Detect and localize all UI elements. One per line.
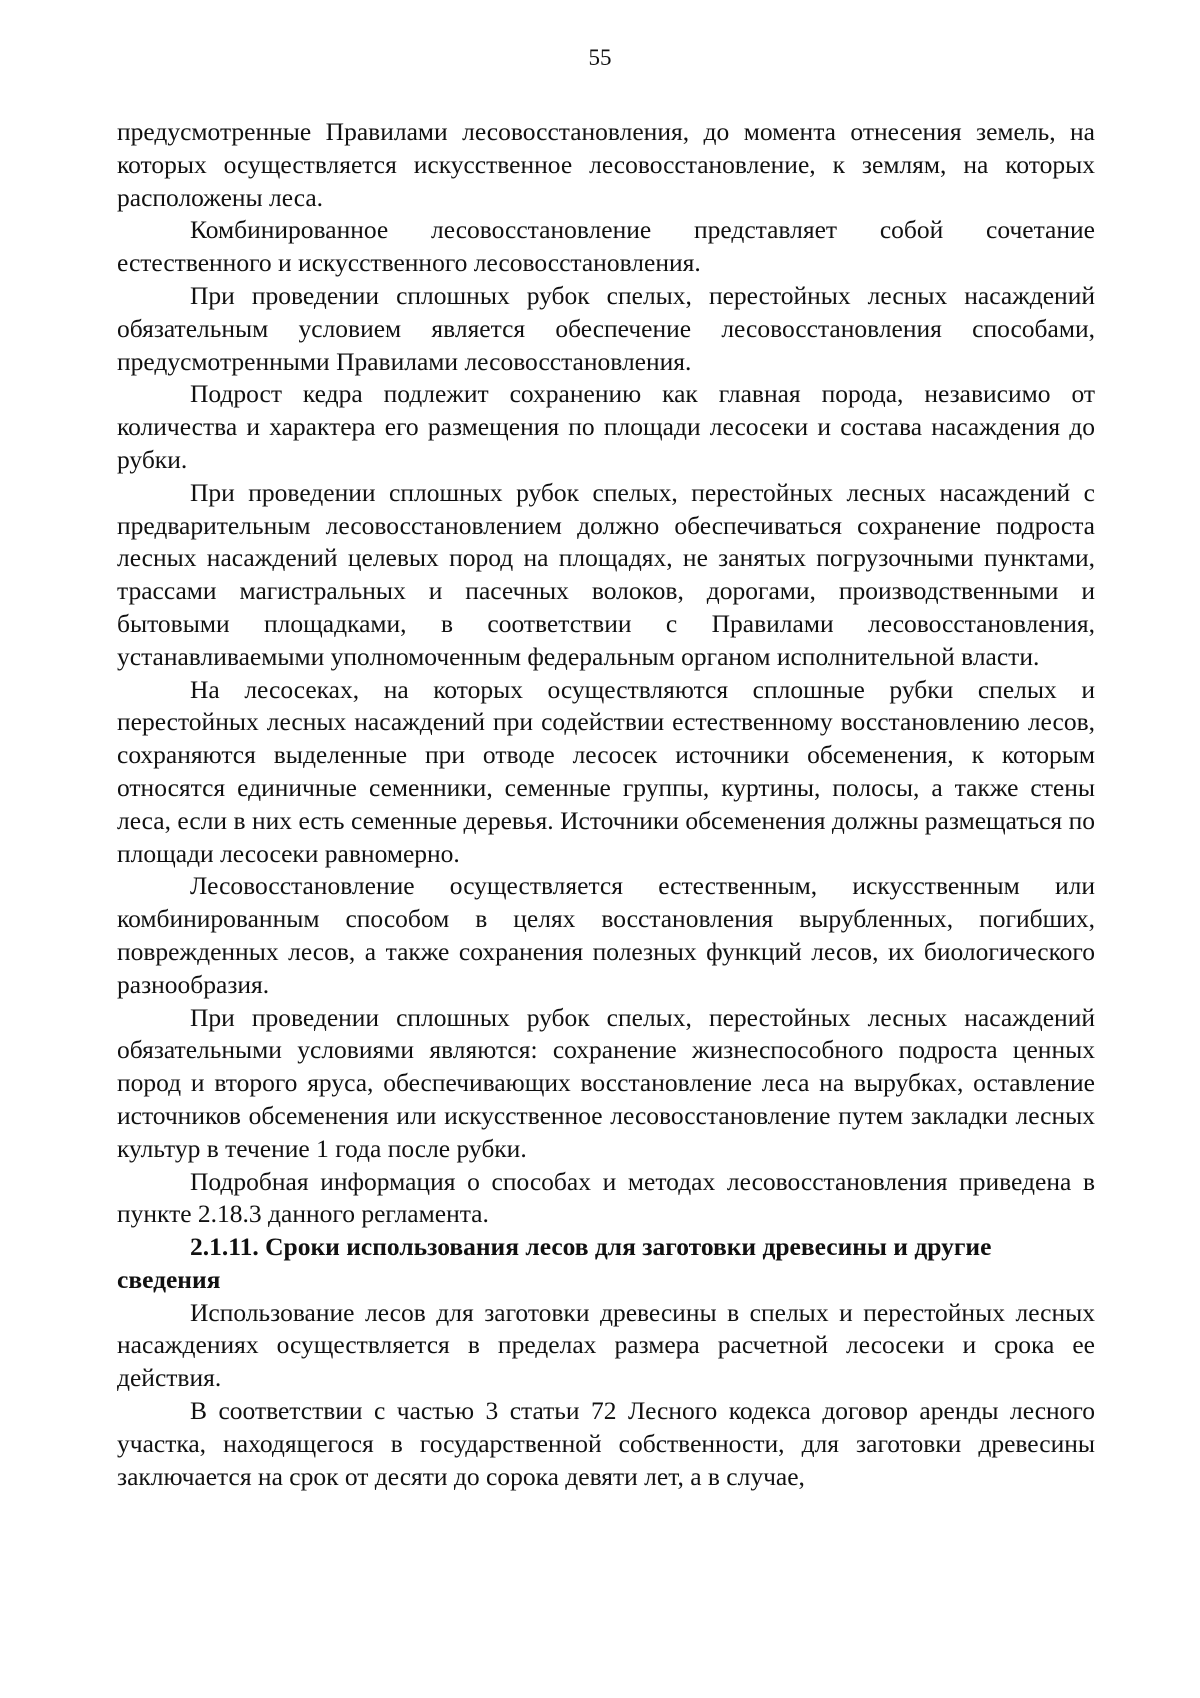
paragraph-mandatory-conditions: При проведении сплошных рубок спелых, перестойных лесных насаждений обязательными условиями являются: сохранение жизнеспособного подроста ценных пород и второго яруса, обеспечивающих восстановление леса на вырубках, оставление источников обсеменения или искусственное лесовосстановление путем закладки лесных культур в течение 1 года после рубки.: [117, 1002, 1095, 1163]
paragraph-reference: Подробная информация о способах и методах лесовосстановления приведена в пункте 2.18.3 данного регламента.: [117, 1166, 1095, 1229]
paragraph-clear-cutting-condition: При проведении сплошных рубок спелых, перестойных лесных насаждений обязательным условием является обеспечение лесовосстановления способами, предусмотренными Правилами лесовосстановления.: [117, 280, 1095, 376]
paragraph-timber-harvesting: Использование лесов для заготовки древесины в спелых и перестойных лесных насаждениях осуществляется в пределах размера расчетной лесосеки и срока ее действия.: [117, 1297, 1095, 1393]
paragraph-seed-sources: На лесосеках, на которых осуществляются сплошные рубки спелых и перестойных лесных насаждений при содействии естественному восстановлению лесов, сохраняются выделенные при отводе лесосек источники обсеменения, к которым относятся единичные семенники, семенные группы, куртины, полосы, а также стены леса, если в них есть семенные деревья. Источники обсеменения должны размещаться по площади лесосеки равномерно.: [117, 674, 1095, 868]
page-number: 55: [588, 45, 612, 70]
paragraph-lease-term: В соответствии с частью 3 статьи 72 Лесного кодекса договор аренды лесного участка, находящегося в государственной собственности, для заготовки древесины заключается на срок от десяти до сорока девяти лет, а в случае,: [117, 1396, 1095, 1491]
document-body: [117, 116, 1095, 1493]
paragraph-continuation: предусмотренные Правилами лесовосстановления, до момента отнесения земель, на которых осуществляется искусственное лесовосстановление, к землям, на которых расположены леса.: [117, 117, 1095, 212]
paragraph-preliminary-reforestation: При проведении сплошных рубок спелых, перестойных лесных насаждений с предварительным лесовосстановлением должно обеспечиваться сохранение подроста лесных насаждений целевых пород на площадях, не занятых погрузочными пунктами, трассами магистральных и пасечных волоков, дорогами, производственными и бытовыми площадками, в соответствии с Правилами лесовосстановления, устанавливаемыми уполномоченным федеральным органом исполнительной власти.: [117, 477, 1095, 671]
paragraph-reforestation-methods: Лесовосстановление осуществляется естественным, искусственным или комбинированным способом в целях восстановления вырубленных, погибших, поврежденных лесов, а также сохранения полезных функций лесов, их биологического разнообразия.: [117, 871, 1095, 999]
paragraph-cedar-undergrowth: Подрост кедра подлежит сохранению как главная порода, независимо от количества и характера его размещения по площади лесосеки и состава насаждения до рубки.: [117, 379, 1095, 474]
section-heading: 2.1.11. Сроки использования лесов для заготовки древесины и другие сведения: [117, 1232, 992, 1294]
paragraph-combined-reforestation: Комбинированное лесовосстановление представляет собой сочетание естественного и искусственного лесовосстановления.: [117, 215, 1095, 278]
